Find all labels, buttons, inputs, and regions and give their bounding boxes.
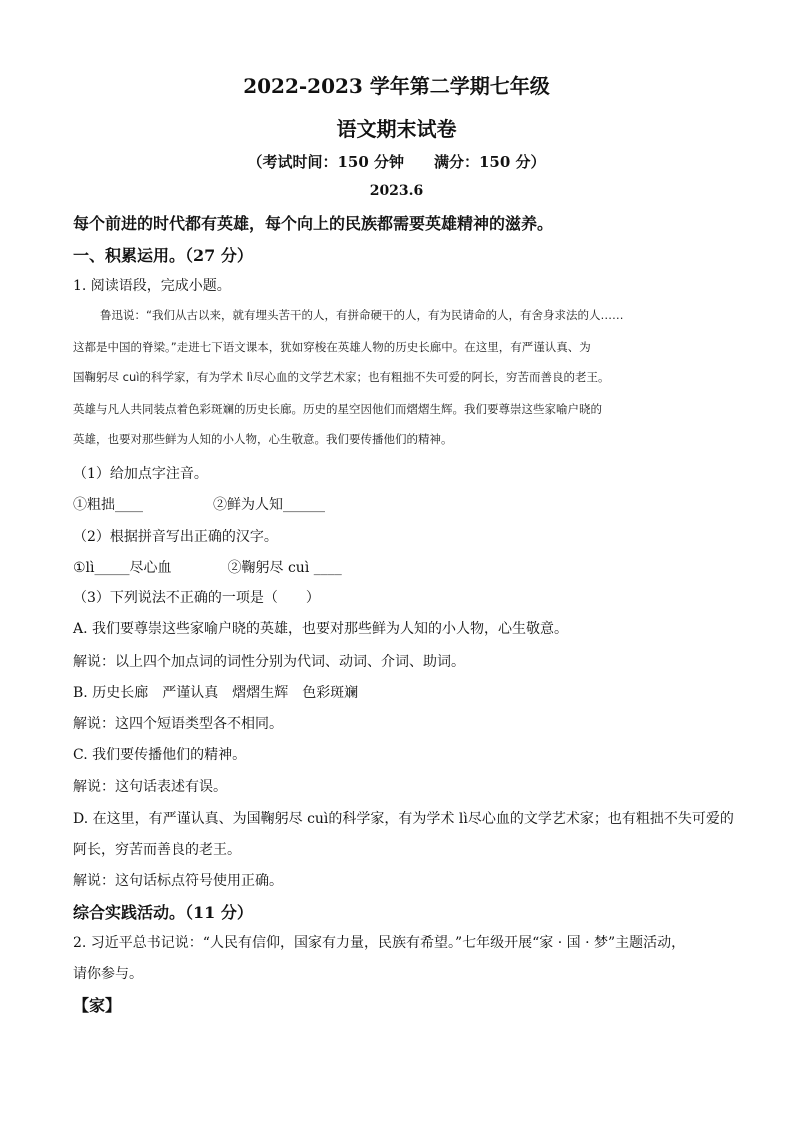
passage-line-4: 英雄与凡人共同装点着色彩斑斓的历史长廊。历史的星空因他们而熠熠生辉。我们要尊崇这些家喻户晓的 [73, 402, 602, 416]
sub-question-1: （1）给加点字注音。 [73, 466, 208, 482]
option-d-line2: 阿长，穷苦而善良的老王。 [73, 842, 241, 858]
section1-heading: 一、积累运用。（27 分） [73, 246, 253, 265]
theme-statement: 每个前进的时代都有英雄，每个向上的民族都需要英雄精神的滋养。 [73, 214, 554, 233]
option-d-line1: D. 在这里，有严谨认真、为国鞠躬尽 cuì的科学家，有为学术 lì尽心血的文学艺术家；也有粗拙不失可爱的 [73, 811, 734, 827]
exam-info: （考试时间：150 分钟 满分：150 分） [247, 153, 546, 171]
exam-title-line2: 语文期末试卷 [336, 117, 457, 141]
sub-question-3: （3）下列说法不正确的一项是（ ） [73, 590, 320, 606]
question1-stem: 1. 阅读语段，完成小题。 [73, 278, 231, 294]
question2-line1: 2. 习近平总书记说：“人民有信仰，国家有力量，民族有希望。”七年级开展“家 · 国 · 梦”主题活动， [73, 935, 686, 951]
sub-heading-jia: 【家】 [73, 996, 122, 1015]
option-c-note: 解说：这句话表述有误。 [73, 779, 227, 795]
sub-question-1-items: ①粗拙____ ②鲜为人知______ [73, 497, 325, 513]
option-a: A. 我们要尊崇这些家喻户晓的英雄，也要对那些鲜为人知的小人物，心生敬意。 [73, 621, 569, 637]
passage-line-1: 鲁迅说：“我们从古以来，就有埋头苦干的人，有拼命硬干的人，有为民请命的人，有舍身求法的人…… [100, 308, 624, 322]
sub-question-2-items: ①lì_____尽心血 ②鞠躬尽 cuì ____ [73, 560, 342, 576]
option-b: B. 历史长廊 严谨认真 熠熠生辉 色彩斑斓 [73, 685, 359, 701]
question2-line2: 请你参与。 [73, 966, 143, 982]
option-c: C. 我们要传播他们的精神。 [73, 747, 247, 763]
passage-line-5: 英雄，也要对那些鲜为人知的小人物，心生敬意。我们要传播他们的精神。 [73, 432, 453, 446]
option-a-note: 解说：以上四个加点词的词性分别为代词、动词、介词、助词。 [73, 654, 465, 670]
passage-line-3: 国鞠躬尽 cuì的科学家，有为学术 lì尽心血的文学艺术家；也有粗拙不失可爱的阿长，穷苦而善良的老王。 [73, 370, 610, 384]
option-d-note: 解说：这句话标点符号使用正确。 [73, 873, 283, 889]
sub-question-2: （2）根据拼音写出正确的汉字。 [73, 529, 278, 545]
passage-line-2: 这都是中国的脊梁。”走进七下语文课本，犹如穿梭在英雄人物的历史长廊中。在这里，有严谨认真、为 [73, 340, 591, 354]
section2-heading: 综合实践活动。（11 分） [73, 903, 253, 922]
exam-date: 2023.6 [369, 183, 424, 199]
exam-title-line1: 2022-2023 学年第二学期七年级 [243, 74, 550, 98]
option-b-note: 解说：这四个短语类型各不相同。 [73, 716, 283, 732]
